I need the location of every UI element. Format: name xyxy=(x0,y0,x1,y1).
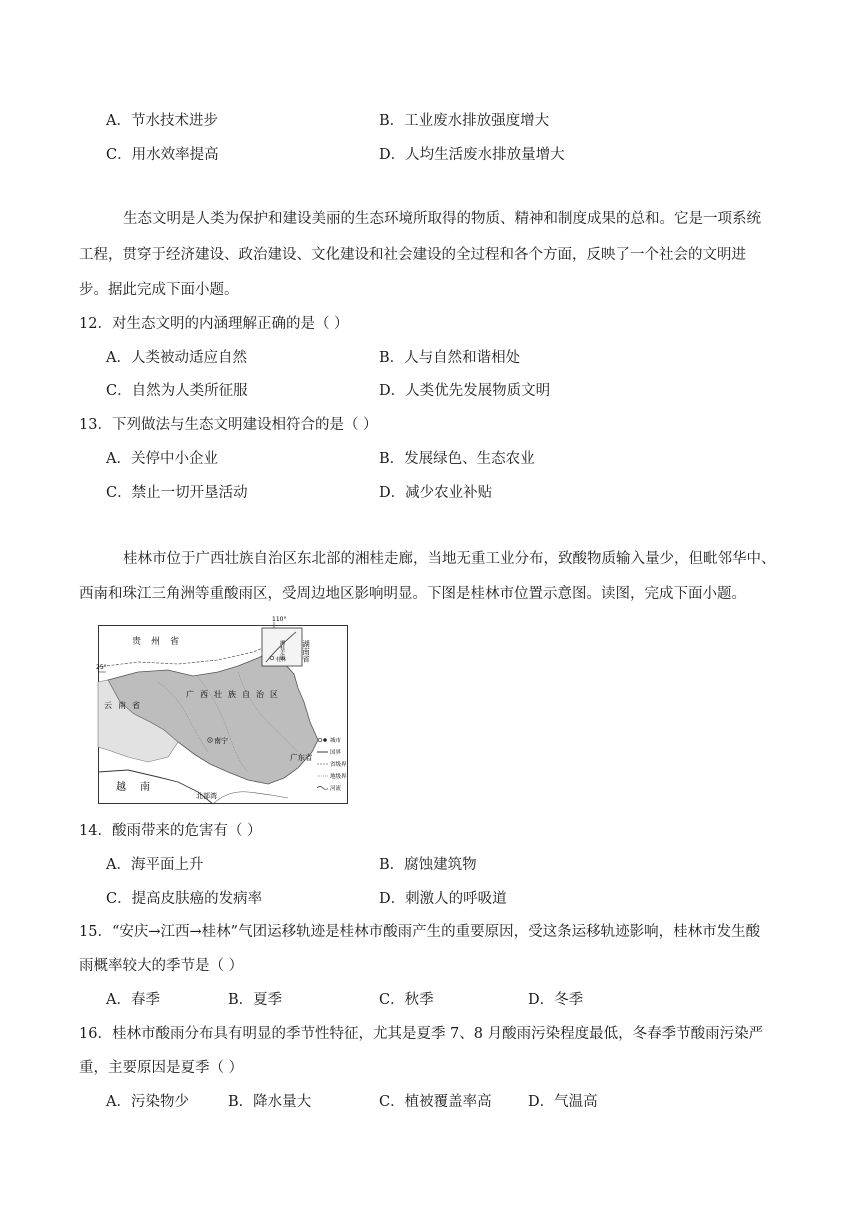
label-hunan: 湖南省 xyxy=(301,640,311,663)
q16-stem-line-2: 重，主要原因是夏季（ ） xyxy=(79,1060,244,1076)
q11-option-c: C．用水效率提高 xyxy=(106,147,219,163)
q12-option-b: B．人与自然和谐相处 xyxy=(379,350,521,366)
q16-option-d: D．气温高 xyxy=(528,1094,598,1110)
q14-option-c: C．提高皮肤癌的发病率 xyxy=(106,891,263,907)
q12-option-d: D．人类优先发展物质文明 xyxy=(379,383,551,399)
q15-option-a: A．春季 xyxy=(106,992,160,1008)
passage1-line-2: 工程，贯穿于经济建设、政治建设、文化建设和社会建设的全过程和各个方面，反映了一个社会的文明进 xyxy=(79,247,746,263)
legend-province: 省级界 xyxy=(330,762,347,768)
label-vietnam: 越南 xyxy=(116,782,164,793)
label-guizhou: 贵州省 xyxy=(132,637,190,647)
q13-option-d: D．减少农业补贴 xyxy=(379,485,493,501)
q13-option-b: B．发展绿色、生态农业 xyxy=(379,451,535,467)
q13-stem: 13．下列做法与生态文明建设相符合的是（ ） xyxy=(79,417,378,433)
q12-option-a: A．人类被动适应自然 xyxy=(106,350,247,366)
passage1-line-1: 生态文明是人类为保护和建设美丽的生态环境所取得的物质、精神和制度成果的总和。它是一项系统 xyxy=(123,211,761,227)
label-nanning: 南宁 xyxy=(214,737,228,745)
q16-option-c: C．植被覆盖率高 xyxy=(379,1094,492,1110)
q14-option-d: D．刺激人的呼吸道 xyxy=(379,891,507,907)
legend-prefecture: 地级界 xyxy=(330,774,347,780)
passage2-line-1: 桂林市位于广西壮族自治区东北部的湘桂走廊，当地无重工业分布，致酸物质输入量少，但毗邻华中、 xyxy=(123,551,776,567)
q15-stem-line-1: 15．“安庆→江西→桂林”气团运移轨迹是桂林市酸雨产生的重要原因，受这条运移轨迹影响，桂林市发生酸 xyxy=(79,924,761,940)
label-guilin: 桂林 xyxy=(276,657,287,663)
q14-option-a: A．海平面上升 xyxy=(106,857,204,873)
q14-option-b: B．腐蚀建筑物 xyxy=(379,857,477,873)
label-gulf: 北部湾 xyxy=(196,792,217,800)
q14-stem: 14．酸雨带来的危害有（ ） xyxy=(79,823,262,839)
q11-option-d: D．人均生活废水排放量增大 xyxy=(379,147,565,163)
q16-option-b: B．降水量大 xyxy=(228,1094,312,1110)
q15-stem-line-2: 雨概率较大的季节是（ ） xyxy=(79,958,244,974)
label-guangxi: 广西壮族自治区 xyxy=(186,690,284,699)
label-guangdong: 广东省 xyxy=(290,753,313,762)
q11-option-b: B．工业废水排放强度增大 xyxy=(379,113,550,129)
legend-national: 国界 xyxy=(330,750,342,756)
q15-option-d: D．冬季 xyxy=(528,992,584,1008)
guilin-location-map xyxy=(96,616,348,804)
label-corridor: 湘桂走廊 xyxy=(279,640,285,660)
passage1-line-3: 步。据此完成下面小题。 xyxy=(79,282,239,298)
q15-option-c: C．秋季 xyxy=(379,992,434,1008)
q16-option-a: A．污染物少 xyxy=(106,1094,189,1110)
guilin-marker xyxy=(270,656,274,660)
q12-stem: 12．对生态文明的内涵理解正确的是（ ） xyxy=(79,316,349,332)
label-longitude: 110° xyxy=(272,616,287,623)
passage2-line-2: 西南和珠江三角洲等重酸雨区，受周边地区影响明显。下图是桂林市位置示意图。读图，完成下面小题。 xyxy=(79,586,746,602)
q16-stem-line-1: 16．桂林市酸雨分布具有明显的季节性特征，尤其是夏季 7、8 月酸雨污染程度最低，冬春季节酸雨污染严 xyxy=(79,1026,764,1042)
q12-option-c: C．自然为人类所征服 xyxy=(106,383,248,399)
legend-city: 城市 xyxy=(330,738,342,744)
q13-option-a: A．关停中小企业 xyxy=(106,451,218,467)
label-latitude: 25° xyxy=(96,664,107,671)
q13-option-c: C．禁止一切开垦活动 xyxy=(106,485,248,501)
q11-option-a: A．节水技术进步 xyxy=(106,113,218,129)
label-yunnan: 云南省 xyxy=(104,701,146,710)
q15-option-b: B．夏季 xyxy=(228,992,283,1008)
legend-river: 河流 xyxy=(330,786,342,792)
